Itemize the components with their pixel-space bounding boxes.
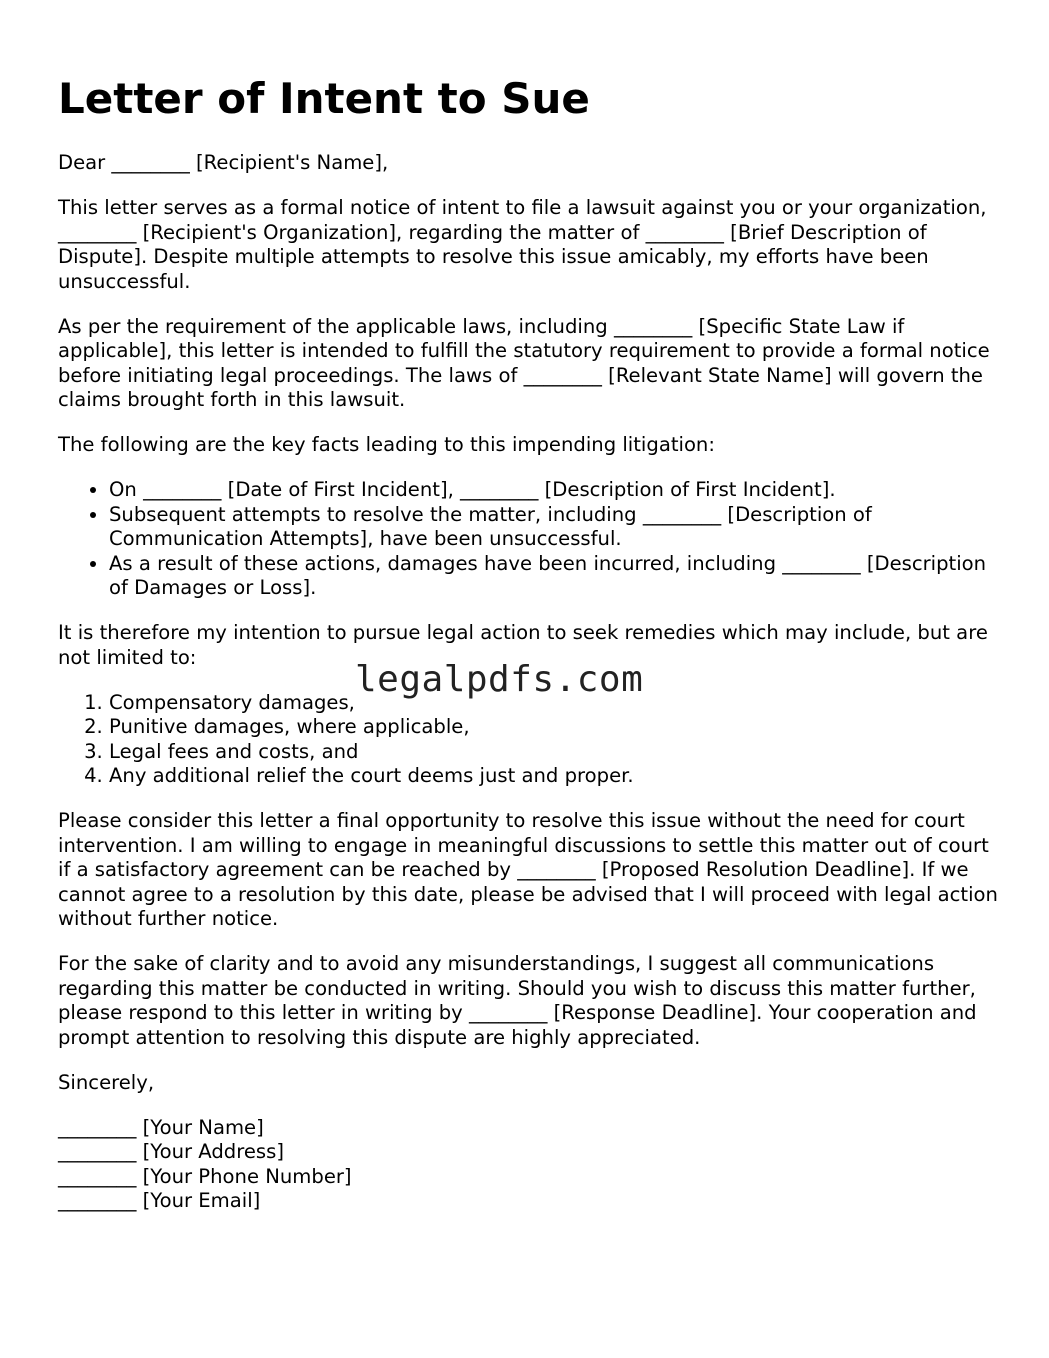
list-item: • As a result of these actions, damages have been incurred, including ________ [Description of Damages or Loss]. (109, 552, 998, 601)
paragraph-communications: For the sake of clarity and to avoid any misunderstandings, I suggest all communications regarding this matter be conducted in writing. Should you wish to discuss this matter further, please respond to this letter in writing by ________ [Response Deadline]. Your cooperation and prompt attention to resolving this dispute are highly appreciated. (58, 952, 977, 1049)
paragraph-final-opportunity: Please consider this letter a final opportunity to resolve this issue without the need for court intervention. I am willing to engage in meaningful discussions to settle this matter out of court if a satisfactory agreement can be reached by ________ [Proposed Resolution Deadline]. If we cannot agree to a resolution by this date, please be advised that I will proceed with legal action without further notice. (58, 809, 998, 930)
paragraph-key-facts-intro: The following are the key facts leading to this impending litigation: (58, 433, 715, 456)
signature-email-line: ________ [Your Email] (58, 1189, 261, 1212)
paragraph-notice: This letter serves as a formal notice of intent to file a lawsuit against you or your organization, ________ [Recipient's Organization], regarding the matter of ________ [Brief Description of Dispute]. Despite multiple attempts to resolve this issue amicably, my efforts have been unsuccessful. (58, 196, 987, 293)
closing: Sincerely, (58, 1070, 155, 1094)
list-item: 2. Punitive damages, where applicable, (109, 715, 998, 740)
signature-phone-line: ________ [Your Phone Number] (58, 1164, 352, 1188)
key-facts-list (58, 478, 998, 601)
signature-address-line: ________ [Your Address] (58, 1140, 284, 1163)
document-title: Letter of Intent to Sue (58, 74, 590, 123)
signature-name-line: ________ [Your Name] (58, 1115, 264, 1139)
salutation: Dear ________ [Recipient's Name], (58, 151, 389, 174)
remedies-list (58, 691, 998, 789)
list-item: 4. Any additional relief the court deems just and proper. (109, 764, 998, 789)
list-item: • Subsequent attempts to resolve the matter, including ________ [Description of Communication Attempts], have been unsuccessful. (109, 503, 998, 552)
list-item: • On ________ [Date of First Incident], ________ [Description of First Incident]. (109, 478, 998, 503)
paragraph-legal-requirement: As per the requirement of the applicable laws, including ________ [Specific State Law if applicable], this letter is intended to fulfill the statutory requirement to provide a formal notice before initiating legal proceedings. The laws of ________ [Relevant State Name] will govern the claims brought forth in this lawsuit. (58, 314, 990, 411)
signature-block (58, 1116, 998, 1214)
paragraph-remedies-intro: It is therefore my intention to pursue legal action to seek remedies which may include, but are not limited to: (58, 621, 988, 669)
watermark-text: legalpdfs.com (355, 659, 644, 700)
list-item: 1. Compensatory damages, (109, 691, 998, 716)
list-item: 3. Legal fees and costs, and (109, 740, 998, 765)
